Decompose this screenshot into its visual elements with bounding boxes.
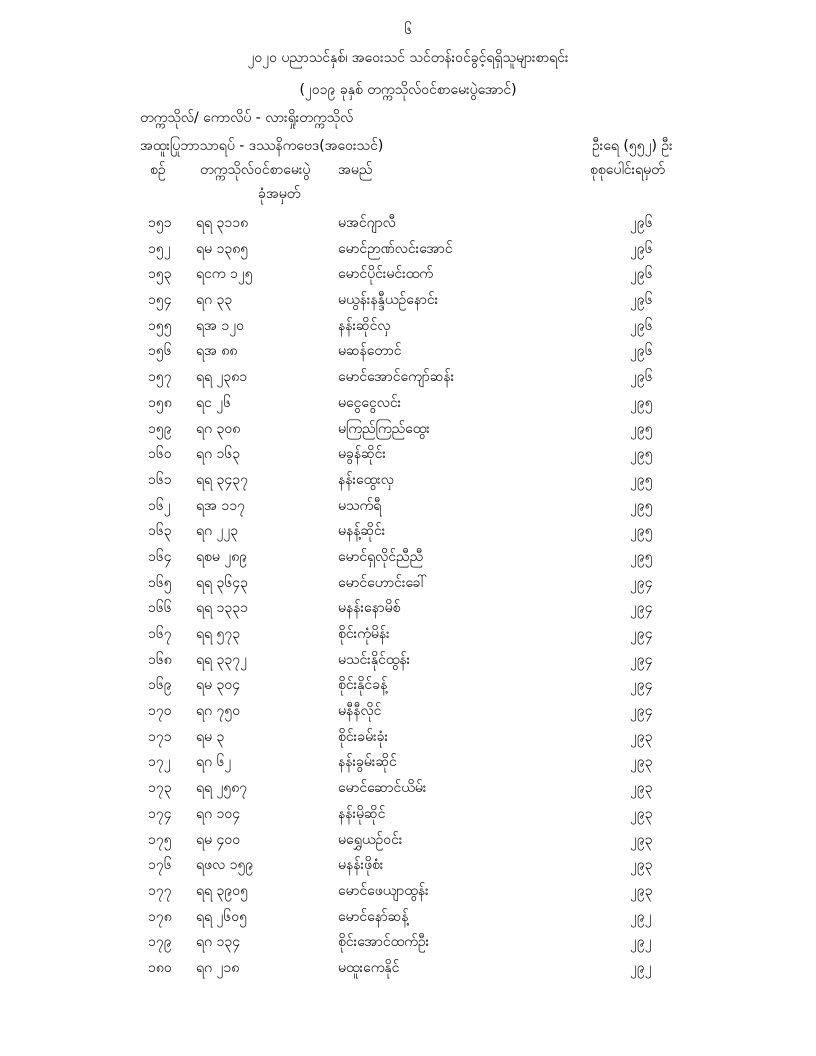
row-number: ၁၅၅ [148,317,172,334]
header-roll-number: တက္ကသိုလ်ဝင်စာမေးပွဲ [200,162,311,178]
roll-number: ရအ ၈၈ [196,343,238,360]
total-score: ၂၉၆ [630,215,653,231]
total-score: ၂၉၆ [630,292,653,309]
row-number: ၁၆၀ [148,446,172,463]
total-score: ၂၉၃ [630,754,653,771]
student-name: မနန်းဖိုစံး [338,857,384,874]
row-number: ၁၆၃ [148,523,172,540]
roll-number: ရဂ ၇၅၀ [196,703,241,720]
row-number: ၁၈၀ [148,959,172,976]
student-name: စိုင်းအောင်ထက်ဦး [338,934,430,951]
roll-number: ရမ ၄၀၀ [196,831,241,848]
roll-number: ရအ ၁၂၀ [196,317,244,334]
student-name: မောင်ဖေယျာထွန်း [338,882,429,899]
row-number: ၁၇၆ [148,857,172,874]
table-row [0,830,816,856]
row-number: ၁၅၂ [148,240,171,257]
table-row [0,316,816,342]
roll-number: ရငက ၁၂၅ [196,266,253,283]
total-score: ၂၉၅ [630,446,653,463]
roll-number: ရဂ ၆၂ [196,754,232,771]
total-score: ၂၉၄ [630,574,653,591]
table-row [0,341,816,367]
total-score: ၂၉၆ [630,343,653,360]
row-number: ၁၅၉ [148,420,172,437]
table-row [0,213,816,239]
student-name: မနီနီလိုင် [338,703,382,720]
total-score: ၂၉၆ [630,240,653,257]
total-score: ၂၉၃ [630,780,653,797]
table-row [0,393,816,419]
student-name: မငွေငွေလင်း [338,394,402,411]
roll-number: ရဂ ၂၂၃ [196,523,239,540]
table-row [0,264,816,290]
student-name: မရွှေယဉ်ဝင်း [338,831,403,848]
row-number: ၁၅၇ [148,369,172,386]
total-score: ၂၉၅ [630,523,653,540]
total-score: ၂၉၄ [630,651,653,668]
row-number: ၁၇၄ [148,805,172,822]
roll-number: ရစမ ၂၈၉ [196,548,248,565]
table-row [0,907,816,933]
department-line: အထူးပြုဘာသာရပ် - ဒဿနိကဗေဒ(အဝေးသင်) [140,138,384,154]
table-row [0,958,816,984]
total-score: ၂၉၃ [630,728,653,745]
total-score: ၂၉၅ [630,497,653,514]
row-number: ၁၇၉ [148,934,172,951]
roll-number: ရဂ ၃၃ [196,292,233,309]
row-number: ၁၆၂ [148,497,171,514]
row-number: ၁၇၈ [148,908,172,925]
student-name: မောင်ဆောင်ယိမ်း [338,780,427,797]
student-name: မယွန်းနန္ဒီယဉ်နောင်း [338,292,439,309]
table-row [0,855,816,881]
row-number: ၁၇၂ [148,754,171,771]
roll-number: ရရ ၁၃၃၁ [196,600,249,617]
student-name: မောင်ဟောင်းခေါ် [338,574,427,591]
total-score: ၂၉၃ [630,831,653,848]
roll-number: ရဖလ ၁၅၉ [196,857,254,874]
student-name: မောင်ဉာဏ်လင်းအောင် [338,240,453,257]
total-score: ၂၉၅ [630,394,653,411]
student-name: နန်းမိုဆိုင် [338,805,386,822]
row-number: ၁၆၉ [148,677,172,694]
table-row [0,547,816,573]
total-score: ၂၉၆ [630,369,653,386]
row-number: ၁၅၆ [148,343,172,360]
row-number: ၁၆၇ [148,626,172,642]
student-count: ဦးရေ (၅၅၂) ဦး [592,138,673,154]
table-row [0,650,816,676]
student-name: မောင်ရှလိုင်ညီညီ [338,548,424,565]
row-number: ၁၅၃ [148,266,172,283]
roll-number: ရရ ၂၆၀၅ [196,908,248,925]
table-row [0,932,816,958]
roll-number: ရရ ၂၃၈၁ [196,369,248,386]
roll-number: ရရ ၃၃၇၂ [196,651,248,668]
table-row [0,367,816,393]
table-row [0,675,816,701]
row-number: ၁၇၅ [148,831,172,848]
header-no: စဉ် [150,162,166,178]
total-score: ၂၉၅ [630,548,653,565]
row-number: ၁၆၁ [148,471,172,488]
row-number: ၁၆၆ [148,600,172,617]
table-row [0,444,816,470]
roll-number: ရရ ၃၄၃၇ [196,471,249,488]
row-number: ၁၅၄ [148,292,172,309]
table-row [0,419,816,445]
student-name: စိုင်းကုံမိန်း [338,626,390,642]
roll-number: ရမ ၃ [196,728,225,745]
total-score: ၂၉၅ [630,420,653,437]
table-row [0,804,816,830]
roll-number: ရရ ၃၆၄၃ [196,574,249,591]
table-row [0,496,816,522]
table-row [0,573,816,599]
table-row [0,521,816,547]
header-roll-number-line2: ခုံအမှတ် [258,186,301,202]
student-name: မောင်ပိုင်းမင်းထက် [338,266,433,283]
total-score: ၂၉၅ [630,471,653,488]
row-number: ၁၅၈ [148,394,172,411]
table-row [0,239,816,265]
student-name: မအင်ဂျာလီ [338,215,396,231]
roll-number: ရင ၂၆ [196,394,232,411]
table-row [0,701,816,727]
roll-number: ရဂ ၃၀၈ [196,420,241,437]
student-name: မထူးကေနိုင် [338,959,400,976]
table-row [0,598,816,624]
total-score: ၂၉၃ [630,882,653,899]
student-name: မခွန်ဆိုင်း [338,446,386,463]
student-name: စိုင်းခမ်းခုံး [338,728,389,745]
document-title: ၂၀၂၀ ပညာသင်နှစ်၊ အဝေးသင် သင်တန်းဝင်ခွင့်ရရှိသူများစာရင်း [247,50,569,66]
row-number: ၁၇၀ [148,703,172,720]
roll-number: ရရ ၃၁၁၈ [196,215,249,231]
table-row [0,624,816,650]
roll-number: ရအ ၁၁၇ [196,497,245,514]
total-score: ၂၉၄ [630,677,653,694]
table-row [0,470,816,496]
row-number: ၁၇၃ [148,780,172,797]
total-score: ၂၉၆ [630,266,653,283]
student-name: မကြည်ကြည်ထွေး [338,420,430,437]
total-score: ၂၉၄ [630,703,653,720]
student-name: မောင်နော်ဆန့် [338,908,409,925]
table-row [0,752,816,778]
total-score: ၂၉၃ [630,857,653,874]
total-score: ၂၉၄ [630,626,653,642]
document-subtitle: (၂၀၁၉ ခုနှစ် တက္ကသိုလ်ဝင်စာမေးပွဲအောင်) [299,82,517,98]
roll-number: ရရ ၂၅၈၇ [196,780,248,797]
total-score: ၂၉၄ [630,600,653,617]
student-name: မသင်းနိုင်ထွန်း [338,651,411,668]
header-name: အမည် [338,162,373,178]
total-score: ၂၉၆ [630,317,653,334]
student-name: မနန်းနောမိစ် [338,600,401,617]
roll-number: ရမ ၃၀၄ [196,677,241,694]
student-name: နန်းထွေးလှ [338,471,394,488]
student-name: မနန့်ဆိုင်း [338,523,386,540]
roll-number: ရဂ ၁၆၃ [196,446,241,463]
roll-number: ရဂ ၁၃၄ [196,934,241,951]
total-score: ၂၉၂ [630,959,652,976]
roll-number: ရဂ ၂၁၈ [196,959,240,976]
table-row [0,727,816,753]
total-score: ၂၉၂ [630,934,652,951]
row-number: ၁၆၄ [148,548,172,565]
table-row [0,290,816,316]
total-score: ၂၉၂ [630,908,652,925]
table-row [0,778,816,804]
student-name: နန်းဆိုင်လှ [338,317,391,334]
university-line: တက္ကသိုလ်/ ကောလိပ် - လားရှိုးတက္ကသိုလ် [140,110,354,126]
table-row [0,881,816,907]
student-name: နန်းခွမ်းဆိုင် [338,754,397,771]
row-number: ၁၇၇ [148,882,172,899]
student-list [0,213,816,984]
row-number: ၁၇၁ [148,728,172,745]
roll-number: ရမ ၁၃၈၅ [196,240,249,257]
page-number: ၆ [404,22,412,38]
roll-number: ရဂ ၁၀၄ [196,805,241,822]
roll-number: ရရ ၅၇၃ [196,626,241,642]
total-score: ၂၉၃ [630,805,653,822]
row-number: ၁၅၁ [148,215,172,231]
roll-number: ရရ ၃၉၀၅ [196,882,249,899]
student-name: မဆန်တောင် [338,343,402,360]
student-name: စိုင်းနိုင်ခန့် [338,677,388,694]
row-number: ၁၆၅ [148,574,172,591]
header-total: စုစုပေါင်းရမှတ် [590,162,665,178]
student-name: မောင်အောင်ကျော်ဆန်း [338,369,455,386]
student-name: မသက်ရီ [338,497,382,514]
row-number: ၁၆၈ [148,651,172,668]
